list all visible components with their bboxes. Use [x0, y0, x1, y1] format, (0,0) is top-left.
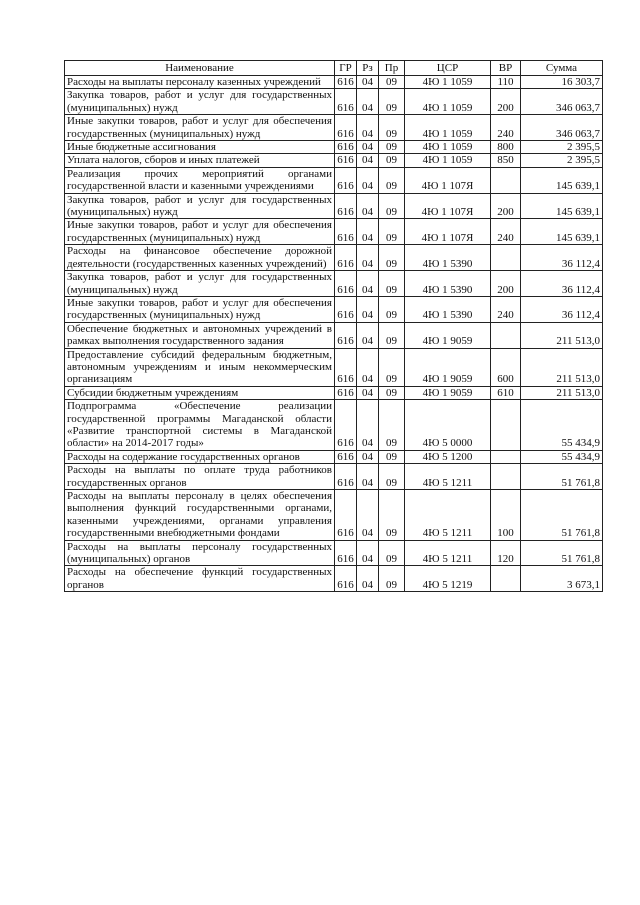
- row-pr: 09: [379, 566, 405, 592]
- table-row: [65, 400, 603, 451]
- row-rz: 04: [357, 348, 379, 386]
- row-gr: 616: [335, 540, 357, 566]
- row-sum: 36 112,4: [521, 271, 603, 297]
- table-row: [65, 167, 603, 193]
- row-vr: 600: [491, 348, 521, 386]
- row-name: Обеспечение бюджетных и автономных учреждений в рамках выполнения государственного задания: [65, 322, 335, 348]
- row-vr: 610: [491, 386, 521, 399]
- table-row: [65, 89, 603, 115]
- row-gr: 616: [335, 322, 357, 348]
- row-csr: 4Ю 5 1200: [405, 450, 491, 463]
- row-gr: 616: [335, 154, 357, 167]
- row-gr: 616: [335, 566, 357, 592]
- row-csr: 4Ю 1 1059: [405, 154, 491, 167]
- row-pr: 09: [379, 154, 405, 167]
- header-pr: Пр: [379, 61, 405, 76]
- row-rz: 04: [357, 450, 379, 463]
- row-rz: 04: [357, 540, 379, 566]
- table-row: [65, 245, 603, 271]
- row-pr: 09: [379, 464, 405, 490]
- table-header-row: [65, 61, 603, 76]
- row-gr: 616: [335, 89, 357, 115]
- row-vr: 120: [491, 540, 521, 566]
- row-rz: 04: [357, 115, 379, 141]
- row-gr: 616: [335, 386, 357, 399]
- table-row: [65, 348, 603, 386]
- row-sum: 51 761,8: [521, 490, 603, 541]
- row-gr: 616: [335, 115, 357, 141]
- table-row: [65, 566, 603, 592]
- table-row: [65, 193, 603, 219]
- row-pr: 09: [379, 400, 405, 451]
- row-sum: 346 063,7: [521, 115, 603, 141]
- row-sum: 346 063,7: [521, 89, 603, 115]
- row-name: Иные закупки товаров, работ и услуг для обеспечения государственных (муниципальных) нужд: [65, 115, 335, 141]
- table-row: [65, 296, 603, 322]
- row-name: Расходы на финансовое обеспечение дорожной деятельности (государственных казенных учреждений): [65, 245, 335, 271]
- row-vr: 200: [491, 89, 521, 115]
- row-csr: 4Ю 1 1059: [405, 76, 491, 89]
- row-gr: 616: [335, 450, 357, 463]
- row-name: Реализация прочих мероприятий органами государственной власти и казенными учреждениями: [65, 167, 335, 193]
- header-name: Наименование: [65, 61, 335, 76]
- table-row: [65, 464, 603, 490]
- row-gr: 616: [335, 193, 357, 219]
- row-vr: 240: [491, 296, 521, 322]
- row-name: Иные закупки товаров, работ и услуг для обеспечения государственных (муниципальных) нужд: [65, 296, 335, 322]
- row-pr: 09: [379, 540, 405, 566]
- row-rz: 04: [357, 89, 379, 115]
- row-vr: [491, 464, 521, 490]
- row-vr: 240: [491, 219, 521, 245]
- row-vr: [491, 566, 521, 592]
- row-vr: [491, 400, 521, 451]
- row-sum: 145 639,1: [521, 193, 603, 219]
- row-pr: 09: [379, 115, 405, 141]
- row-csr: 4Ю 5 0000: [405, 400, 491, 451]
- row-name: Закупка товаров, работ и услуг для государственных (муниципальных) нужд: [65, 271, 335, 297]
- row-pr: 09: [379, 89, 405, 115]
- row-rz: 04: [357, 154, 379, 167]
- row-name: Расходы на выплаты персоналу государственных (муниципальных) органов: [65, 540, 335, 566]
- row-name: Иные закупки товаров, работ и услуг для обеспечения государственных (муниципальных) нужд: [65, 219, 335, 245]
- row-vr: 110: [491, 76, 521, 89]
- row-pr: 09: [379, 167, 405, 193]
- table-row: [65, 450, 603, 463]
- row-pr: 09: [379, 76, 405, 89]
- table-row: [65, 115, 603, 141]
- row-vr: [491, 167, 521, 193]
- row-name: Закупка товаров, работ и услуг для государственных (муниципальных) нужд: [65, 193, 335, 219]
- row-gr: 616: [335, 141, 357, 154]
- row-rz: 04: [357, 219, 379, 245]
- row-sum: 36 112,4: [521, 245, 603, 271]
- row-gr: 616: [335, 271, 357, 297]
- row-csr: 4Ю 1 1059: [405, 115, 491, 141]
- row-pr: 09: [379, 296, 405, 322]
- row-gr: 616: [335, 245, 357, 271]
- row-name: Расходы на выплаты персоналу казенных учреждений: [65, 76, 335, 89]
- budget-table: [64, 60, 603, 592]
- row-pr: 09: [379, 245, 405, 271]
- row-csr: 4Ю 1 1059: [405, 141, 491, 154]
- row-rz: 04: [357, 322, 379, 348]
- row-rz: 04: [357, 490, 379, 541]
- row-vr: 240: [491, 115, 521, 141]
- row-csr: 4Ю 1 107Я: [405, 193, 491, 219]
- header-gr: ГР: [335, 61, 357, 76]
- header-sum: Сумма: [521, 61, 603, 76]
- table-row: [65, 141, 603, 154]
- row-rz: 04: [357, 271, 379, 297]
- row-rz: 04: [357, 193, 379, 219]
- row-pr: 09: [379, 271, 405, 297]
- row-sum: 211 513,0: [521, 322, 603, 348]
- row-sum: 3 673,1: [521, 566, 603, 592]
- table-row: [65, 540, 603, 566]
- row-sum: 55 434,9: [521, 400, 603, 451]
- row-sum: 211 513,0: [521, 386, 603, 399]
- row-pr: 09: [379, 141, 405, 154]
- row-sum: 16 303,7: [521, 76, 603, 89]
- row-sum: 55 434,9: [521, 450, 603, 463]
- row-csr: 4Ю 1 1059: [405, 89, 491, 115]
- row-rz: 04: [357, 386, 379, 399]
- row-pr: 09: [379, 322, 405, 348]
- row-rz: 04: [357, 245, 379, 271]
- table-row: [65, 271, 603, 297]
- row-name: Уплата налогов, сборов и иных платежей: [65, 154, 335, 167]
- row-name: Закупка товаров, работ и услуг для государственных (муниципальных) нужд: [65, 89, 335, 115]
- row-csr: 4Ю 1 107Я: [405, 167, 491, 193]
- row-vr: 200: [491, 193, 521, 219]
- row-vr: [491, 450, 521, 463]
- row-sum: 145 639,1: [521, 219, 603, 245]
- row-csr: 4Ю 1 5390: [405, 271, 491, 297]
- row-rz: 04: [357, 464, 379, 490]
- row-name: Расходы на содержание государственных органов: [65, 450, 335, 463]
- row-gr: 616: [335, 490, 357, 541]
- row-csr: 4Ю 1 107Я: [405, 219, 491, 245]
- row-gr: 616: [335, 348, 357, 386]
- table-row: [65, 219, 603, 245]
- row-name: Предоставление субсидий федеральным бюджетным, автономным учреждениям и иным некоммерческим организациям: [65, 348, 335, 386]
- row-sum: 2 395,5: [521, 154, 603, 167]
- row-rz: 04: [357, 566, 379, 592]
- row-sum: 51 761,8: [521, 540, 603, 566]
- row-vr: 850: [491, 154, 521, 167]
- row-pr: 09: [379, 193, 405, 219]
- row-gr: 616: [335, 464, 357, 490]
- row-vr: 800: [491, 141, 521, 154]
- row-csr: 4Ю 5 1211: [405, 464, 491, 490]
- row-csr: 4Ю 5 1219: [405, 566, 491, 592]
- row-csr: 4Ю 5 1211: [405, 490, 491, 541]
- row-vr: [491, 245, 521, 271]
- row-csr: 4Ю 1 5390: [405, 245, 491, 271]
- row-pr: 09: [379, 450, 405, 463]
- row-sum: 36 112,4: [521, 296, 603, 322]
- row-gr: 616: [335, 296, 357, 322]
- row-rz: 04: [357, 141, 379, 154]
- row-csr: 4Ю 1 9059: [405, 348, 491, 386]
- row-csr: 4Ю 1 9059: [405, 322, 491, 348]
- row-name: Расходы на обеспечение функций государственных органов: [65, 566, 335, 592]
- row-rz: 04: [357, 296, 379, 322]
- row-gr: 616: [335, 167, 357, 193]
- row-sum: 211 513,0: [521, 348, 603, 386]
- row-pr: 09: [379, 219, 405, 245]
- row-rz: 04: [357, 167, 379, 193]
- row-csr: 4Ю 1 9059: [405, 386, 491, 399]
- row-vr: 100: [491, 490, 521, 541]
- row-name: Иные бюджетные ассигнования: [65, 141, 335, 154]
- row-gr: 616: [335, 219, 357, 245]
- row-name: Расходы на выплаты по оплате труда работников государственных органов: [65, 464, 335, 490]
- row-csr: 4Ю 1 5390: [405, 296, 491, 322]
- table-row: [65, 154, 603, 167]
- row-pr: 09: [379, 386, 405, 399]
- row-name: Подпрограмма «Обеспечение реализации государственной программы Магаданской области «Развитие транспортной системы в Магаданской области» на 2014-2017 годы»: [65, 400, 335, 451]
- header-rz: Рз: [357, 61, 379, 76]
- table-row: [65, 76, 603, 89]
- row-pr: 09: [379, 348, 405, 386]
- row-name: Расходы на выплаты персоналу в целях обеспечения выполнения функций государственными органами, казенными учреждениями, органами управления государственными внебюджетными фондами: [65, 490, 335, 541]
- table-row: [65, 322, 603, 348]
- table-row: [65, 386, 603, 399]
- row-sum: 2 395,5: [521, 141, 603, 154]
- header-csr: ЦСР: [405, 61, 491, 76]
- row-gr: 616: [335, 76, 357, 89]
- row-sum: 51 761,8: [521, 464, 603, 490]
- row-pr: 09: [379, 490, 405, 541]
- row-vr: 200: [491, 271, 521, 297]
- table-row: [65, 490, 603, 541]
- row-csr: 4Ю 5 1211: [405, 540, 491, 566]
- row-rz: 04: [357, 400, 379, 451]
- row-sum: 145 639,1: [521, 167, 603, 193]
- row-name: Субсидии бюджетным учреждениям: [65, 386, 335, 399]
- row-rz: 04: [357, 76, 379, 89]
- row-vr: [491, 322, 521, 348]
- row-gr: 616: [335, 400, 357, 451]
- header-vr: ВР: [491, 61, 521, 76]
